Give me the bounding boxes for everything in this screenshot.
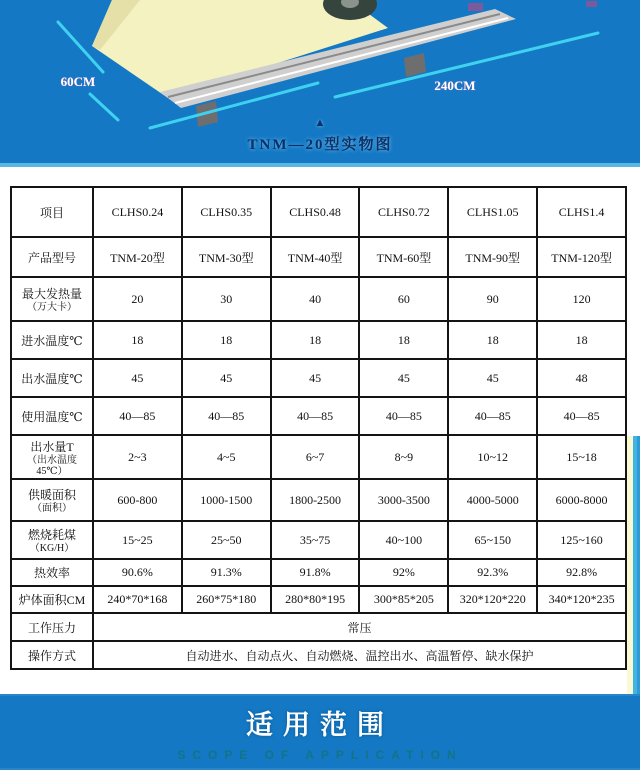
table-cell: 18 — [448, 321, 537, 359]
table-cell: 91.8% — [271, 559, 360, 586]
table-cell: 240*70*168 — [93, 586, 182, 613]
table-cell: 15~18 — [537, 435, 626, 479]
table-cell: 35~75 — [271, 521, 360, 559]
table-row — [11, 397, 626, 435]
table-cell: 125~160 — [537, 521, 626, 559]
table-cell: 4~5 — [182, 435, 271, 479]
table-cell: 18 — [537, 321, 626, 359]
row-label: 出水量T （出水温度45℃） — [11, 435, 93, 479]
table-row — [11, 359, 626, 397]
table-cell: 18 — [93, 321, 182, 359]
fitting — [586, 1, 597, 7]
table-cell: 40—85 — [93, 397, 182, 435]
table-cell: 40—85 — [271, 397, 360, 435]
table-cell: 4000-5000 — [448, 479, 537, 521]
row-label: 最大发热量 （万大卡） — [11, 277, 93, 321]
table-cell-span: 自动进水、自动点火、自动燃烧、温控出水、高温暂停、缺水保护 — [93, 641, 626, 669]
table-cell: TNM-90型 — [448, 237, 537, 277]
table-cell: 3000-3500 — [359, 479, 448, 521]
triangle-marker-icon: ▲ — [314, 117, 326, 129]
table-cell: 40—85 — [448, 397, 537, 435]
table-cell: 45 — [182, 359, 271, 397]
table-cell: 18 — [359, 321, 448, 359]
table-cell: 280*80*195 — [271, 586, 360, 613]
table-cell: 91.3% — [182, 559, 271, 586]
table-row — [11, 237, 626, 277]
table-cell: 2~3 — [93, 435, 182, 479]
table-cell: 40—85 — [359, 397, 448, 435]
table-cell: 20 — [93, 277, 182, 321]
table-cell: TNM-40型 — [271, 237, 360, 277]
table-cell: TNM-20型 — [93, 237, 182, 277]
table-cell: 300*85*205 — [359, 586, 448, 613]
table-cell: 15~25 — [93, 521, 182, 559]
table-cell: 18 — [271, 321, 360, 359]
table-row — [11, 586, 626, 613]
row-label: 热效率 — [11, 559, 93, 586]
pallet-foot — [404, 53, 426, 77]
spec-table — [10, 186, 627, 670]
table-cell: 30 — [182, 277, 271, 321]
row-label: 项目 — [11, 187, 93, 237]
section-banner — [0, 694, 640, 770]
table-header-row — [11, 187, 626, 237]
column-header: CLHS1.4 — [537, 187, 626, 237]
table-cell: 92% — [359, 559, 448, 586]
photo-caption: TNM—20型实物图 — [247, 137, 393, 153]
column-header: CLHS0.35 — [182, 187, 271, 237]
table-cell: 48 — [537, 359, 626, 397]
table-cell-span: 常压 — [93, 613, 626, 641]
table-cell: 1800-2500 — [271, 479, 360, 521]
banner-title: 适用范围 — [246, 709, 394, 740]
row-label: 供暖面积 （面积） — [11, 479, 93, 521]
table-cell: 65~150 — [448, 521, 537, 559]
table-cell: 600-800 — [93, 479, 182, 521]
table-row — [11, 321, 626, 359]
table-row — [11, 613, 626, 641]
column-header: CLHS0.72 — [359, 187, 448, 237]
table-cell: 60 — [359, 277, 448, 321]
table-cell: TNM-60型 — [359, 237, 448, 277]
table-cell: 40~100 — [359, 521, 448, 559]
table-cell: 18 — [182, 321, 271, 359]
page-edge-strip — [627, 436, 640, 706]
row-label: 炉体面积CM — [11, 586, 93, 613]
banner-subtitle: SCOPE OF APPLICATION — [177, 747, 463, 762]
table-cell: 40—85 — [537, 397, 626, 435]
table-cell: 92.8% — [537, 559, 626, 586]
table-row — [11, 479, 626, 521]
table-cell: 92.3% — [448, 559, 537, 586]
fitting — [468, 3, 483, 11]
table-cell: 320*120*220 — [448, 586, 537, 613]
table-cell: 6~7 — [271, 435, 360, 479]
table-cell: 45 — [93, 359, 182, 397]
row-label: 操作方式 — [11, 641, 93, 669]
column-header: CLHS0.24 — [93, 187, 182, 237]
table-cell: 90.6% — [93, 559, 182, 586]
table-row — [11, 559, 626, 586]
dimension-label-length: 240CM — [434, 78, 476, 93]
table-row — [11, 521, 626, 559]
table-cell: 8~9 — [359, 435, 448, 479]
table-row — [11, 277, 626, 321]
table-cell: 90 — [448, 277, 537, 321]
table-cell: 45 — [271, 359, 360, 397]
table-cell: 45 — [448, 359, 537, 397]
table-cell: 45 — [359, 359, 448, 397]
table-row — [11, 435, 626, 479]
dimension-label-width: 60CM — [60, 74, 96, 89]
product-photo-section — [0, 0, 640, 167]
column-header: CLHS0.48 — [271, 187, 360, 237]
table-row — [11, 641, 626, 669]
table-cell: 40 — [271, 277, 360, 321]
table-cell: 25~50 — [182, 521, 271, 559]
table-cell: 10~12 — [448, 435, 537, 479]
row-label: 燃烧耗煤 （KG/H） — [11, 521, 93, 559]
table-cell: 260*75*180 — [182, 586, 271, 613]
table-cell: 120 — [537, 277, 626, 321]
table-cell: 1000-1500 — [182, 479, 271, 521]
table-cell: TNM-30型 — [182, 237, 271, 277]
table-cell: TNM-120型 — [537, 237, 626, 277]
row-label: 工作压力 — [11, 613, 93, 641]
table-cell: 40—85 — [182, 397, 271, 435]
column-header: CLHS1.05 — [448, 187, 537, 237]
row-label: 产品型号 — [11, 237, 93, 277]
row-label: 进水温度℃ — [11, 321, 93, 359]
row-label: 使用温度℃ — [11, 397, 93, 435]
table-cell: 6000-8000 — [537, 479, 626, 521]
row-label: 出水温度℃ — [11, 359, 93, 397]
table-cell: 340*120*235 — [537, 586, 626, 613]
